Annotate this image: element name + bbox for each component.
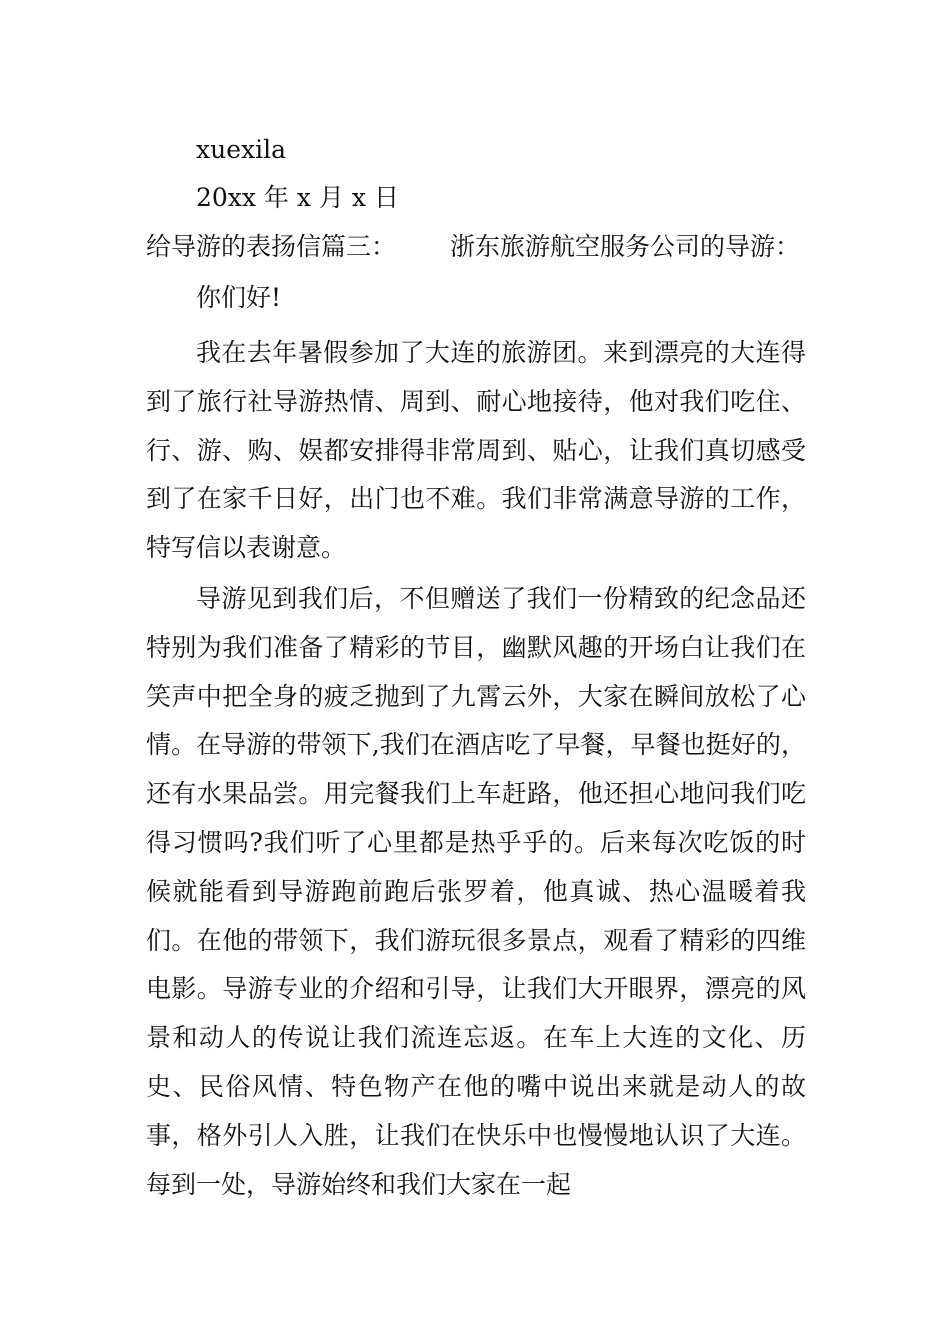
body-paragraph: 导游见到我们后，不但赠送了我们一份精致的纪念品还特别为我们准备了精彩的节目，幽默风趣的开场白让我们在笑声中把全身的疲乏抛到了九霄云外，大家在瞬间放松了心情。在导游的带领下,我们在酒店吃了早餐，早餐也挺好的，还有水果品尝。用完餐我们上车赶路，他还担心地问我们吃得习惯吗?我们听了心里都是热乎乎的。后来每次吃饭的时候就能看到导游跑前跑后张罗着，他真诚、热心温暖着我们。在他的带领下，我们游玩很多景点，观看了精彩的四维电影。导游专业的介绍和引导，让我们大开眼界，漂亮的风景和动人的传说让我们流连忘返。在车上大连的文化、历史、民俗风情、特色物产在他的嘴中说出来就是动人的故事，格外引人入胜，让我们在快乐中也慢慢地认识了大连。每到一处，导游始终和我们大家在一起 — [146, 584, 806, 1199]
letter-greeting: 你们好! — [196, 283, 282, 312]
letter-title: 给导游的表扬信篇三： — [146, 232, 397, 261]
body-paragraph: 我在去年暑假参加了大连的旅游团。来到漂亮的大连得到了旅行社导游热情、周到、耐心地接待，他对我们吃住、行、游、购、娱都安排得非常周到、贴心，让我们真切感受到了在家千日好，出门也不难。我们非常满意导游的工作，特写信以表谢意。 — [146, 338, 806, 563]
letter-addressee: 浙东旅游航空服务公司的导游： — [450, 232, 801, 261]
signature-date: 20xx 年 x 月 x 日 — [196, 183, 399, 212]
letter-heading — [146, 231, 801, 263]
signature-name: xuexila — [196, 135, 286, 164]
